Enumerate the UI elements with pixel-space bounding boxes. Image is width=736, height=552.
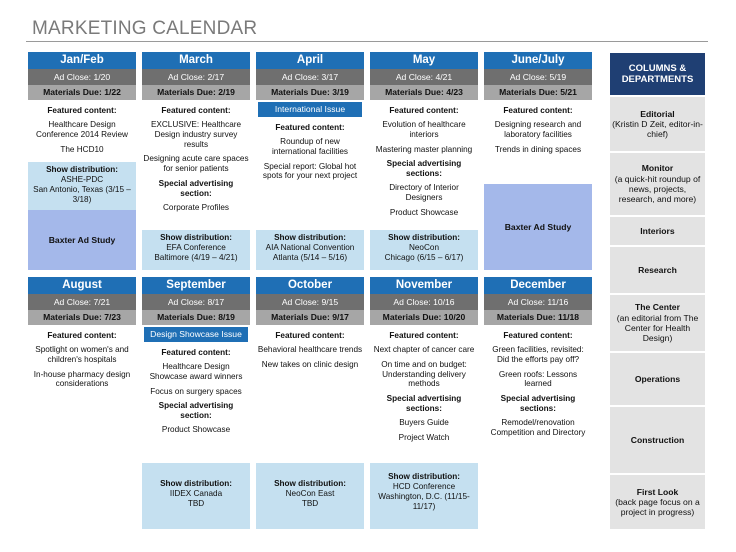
featured-content (142, 342, 250, 442)
month-card-october (256, 277, 364, 529)
month-name: November (370, 277, 478, 294)
department-description: (back page focus on a project in progress) (615, 496, 700, 518)
department-interiors (610, 215, 705, 245)
special-advertising-label: Special advertising sections: (386, 159, 462, 179)
ad-close-date: Ad Close: 3/17 (256, 69, 364, 85)
department-construction (610, 405, 705, 473)
columns-departments-panel (610, 53, 705, 529)
featured-item: Spotlight on women's and children's hospitals (35, 344, 129, 364)
month-card-april (256, 52, 364, 270)
materials-due-date: Materials Due: 2/19 (142, 85, 250, 100)
ad-close-date: Ad Close: 7/21 (28, 294, 136, 310)
show-location: TBD (301, 498, 319, 508)
columns-departments-heading (610, 53, 705, 95)
month-card-december (484, 277, 592, 529)
special-item: Project Watch (398, 432, 450, 442)
ad-close-date: Ad Close: 4/21 (370, 69, 478, 85)
show-distribution (142, 230, 250, 270)
featured-item: Evolution of healthcare interiors (382, 119, 466, 139)
department-research (610, 245, 705, 293)
month-card-september (142, 277, 250, 529)
featured-label: Featured content: (47, 331, 117, 340)
special-item: Product Showcase (389, 207, 459, 217)
featured-item: EXCLUSIVE: Healthcare Design industry survey results (150, 119, 242, 149)
month-card-march (142, 52, 250, 270)
featured-item: Next chapter of cancer care (373, 344, 475, 354)
department-name: First Look (636, 486, 679, 497)
show-location: Washington, D.C. (11/15-11/17) (378, 491, 470, 511)
featured-content (256, 117, 364, 188)
featured-item: Designing research and laboratory facilities (494, 119, 582, 139)
department-description: (an editorial from The Center for Health Design) (616, 312, 699, 344)
ad-study-block (484, 184, 592, 270)
ad-study-label: Baxter Ad Study (504, 221, 572, 232)
show-distribution-label: Show distribution: (274, 233, 346, 242)
special-item: Corporate Profiles (163, 202, 229, 212)
department-operations (610, 351, 705, 405)
show-distribution-label: Show distribution: (160, 479, 232, 488)
featured-item: Green roofs: Lessons learned (498, 369, 578, 389)
featured-item: Green facilities, revisited: Did the efforts pay off? (492, 344, 584, 364)
show-distribution-label: Show distribution: (388, 233, 460, 242)
featured-item: Focus on surgery spaces (150, 386, 242, 396)
featured-content (484, 325, 592, 445)
featured-label: Featured content: (275, 331, 345, 340)
special-item: Buyers Guide (399, 417, 449, 427)
department-the-center (610, 293, 705, 351)
featured-content (370, 325, 478, 450)
featured-item: Trends in dining spaces (494, 144, 582, 154)
show-name: NeoCon East (285, 488, 335, 498)
featured-item: Healthcare Design Conference 2014 Review (36, 119, 128, 139)
ad-study-block (28, 210, 136, 270)
show-location: San Antonio, Texas (3/15 – 3/18) (33, 184, 131, 204)
show-location: TBD (187, 498, 205, 508)
department-name: Research (638, 264, 677, 275)
department-name: Monitor (641, 163, 674, 174)
special-advertising-label: Special advertising sections: (500, 394, 576, 414)
ad-close-date: Ad Close: 5/19 (484, 69, 592, 85)
show-name: AIA National Convention (265, 242, 355, 252)
featured-content (370, 100, 478, 225)
materials-due-date: Materials Due: 7/23 (28, 310, 136, 325)
department-description: (a quick-hit roundup of news, projects, research, and more) (614, 173, 701, 205)
month-name: August (28, 277, 136, 294)
special-item: Directory of Interior Designers (389, 183, 459, 202)
materials-due-date: Materials Due: 5/21 (484, 85, 592, 100)
special-item: Product Showcase (161, 425, 231, 435)
department-editorial (610, 95, 705, 151)
ad-close-date: Ad Close: 9/15 (256, 294, 364, 310)
featured-label: Featured content: (161, 106, 231, 115)
show-distribution-label: Show distribution: (274, 479, 346, 488)
page-title: MARKETING CALENDAR (32, 18, 258, 39)
month-name: March (142, 52, 250, 69)
month-name: September (142, 277, 250, 294)
featured-item: Healthcare Design Showcase award winners (149, 361, 243, 381)
issue-badge: International Issue (258, 102, 362, 117)
featured-content (28, 100, 136, 161)
show-distribution (370, 230, 478, 270)
featured-label: Featured content: (47, 106, 117, 115)
show-distribution (256, 230, 364, 270)
materials-due-date: Materials Due: 8/19 (142, 310, 250, 325)
special-advertising-label: Special advertising section: (158, 401, 234, 421)
show-distribution (28, 162, 136, 210)
month-card-may (370, 52, 478, 270)
month-name: December (484, 277, 592, 294)
month-card-august (28, 277, 136, 529)
show-distribution-label: Show distribution: (46, 165, 118, 174)
department-name: Operations (634, 373, 681, 384)
department-name: The Center (635, 302, 680, 313)
materials-due-date: Materials Due: 9/17 (256, 310, 364, 325)
month-card-june-july (484, 52, 592, 270)
ad-close-date: Ad Close: 8/17 (142, 294, 250, 310)
materials-due-date: Materials Due: 11/18 (484, 310, 592, 325)
month-name: Jan/Feb (28, 52, 136, 69)
featured-item: In-house pharmacy design considerations (33, 369, 131, 389)
show-name: ASHE-PDC (60, 174, 104, 184)
featured-label: Featured content: (161, 348, 231, 357)
featured-label: Featured content: (389, 331, 459, 340)
department-name: Editorial (640, 108, 675, 119)
show-name: IIDEX Canada (169, 488, 223, 498)
show-distribution-label: Show distribution: (388, 472, 460, 481)
featured-item: Special report: Global hot spots for your next project (262, 161, 358, 181)
materials-due-date: Materials Due: 4/23 (370, 85, 478, 100)
heading-line: DEPARTMENTS (621, 74, 694, 85)
special-advertising-label: Special advertising sections: (386, 394, 462, 414)
ad-study-label: Baxter Ad Study (48, 234, 116, 245)
month-name: October (256, 277, 364, 294)
department-monitor (610, 151, 705, 215)
show-location: Atlanta (5/14 – 5/16) (272, 252, 348, 262)
show-distribution (370, 463, 478, 529)
special-item: Remodel/renovation Competition and Directory (490, 417, 586, 437)
featured-item: On time and on budget: Understanding delivery methods (381, 359, 467, 389)
heading-line: COLUMNS & (628, 62, 687, 74)
ad-close-date: Ad Close: 2/17 (142, 69, 250, 85)
show-name: HCD Conference (392, 481, 456, 491)
show-distribution-label: Show distribution: (160, 233, 232, 242)
featured-item: The HCD10 (60, 144, 104, 154)
featured-content (142, 100, 250, 220)
featured-item: Mastering master planning (375, 144, 473, 154)
featured-item: Roundup of new international facilities (271, 136, 348, 156)
ad-close-date: Ad Close: 10/16 (370, 294, 478, 310)
month-name: May (370, 52, 478, 69)
ad-close-date: Ad Close: 11/16 (484, 294, 592, 310)
show-distribution (142, 463, 250, 529)
department-name: Construction (630, 434, 685, 445)
department-description: (Kristin D Zeit, editor-in-chief) (612, 118, 703, 140)
month-card-november (370, 277, 478, 529)
materials-due-date: Materials Due: 3/19 (256, 85, 364, 100)
special-advertising-label: Special advertising section: (158, 179, 234, 198)
featured-label: Featured content: (503, 106, 573, 115)
month-card-jan-feb (28, 52, 136, 270)
ad-close-date: Ad Close: 1/20 (28, 69, 136, 85)
month-name: June/July (484, 52, 592, 69)
featured-label: Featured content: (275, 123, 345, 132)
issue-badge: Design Showcase Issue (144, 327, 248, 342)
featured-item: Designing acute care spaces for senior patients (143, 154, 249, 174)
featured-label: Featured content: (389, 106, 459, 115)
featured-content (28, 325, 136, 396)
featured-content (484, 100, 592, 161)
featured-item: Behavioral healthcare trends (257, 344, 363, 354)
show-name: EFA Conference (166, 242, 226, 252)
department-name: Interiors (640, 225, 675, 236)
show-name: NeoCon (408, 242, 440, 252)
month-name: April (256, 52, 364, 69)
featured-item: New takes on clinic design (261, 359, 359, 369)
title-divider (26, 41, 708, 42)
show-distribution (256, 463, 364, 529)
department-first-look (610, 473, 705, 529)
show-location: Chicago (6/15 – 6/17) (384, 252, 464, 262)
featured-label: Featured content: (503, 331, 573, 340)
materials-due-date: Materials Due: 10/20 (370, 310, 478, 325)
featured-content (256, 325, 364, 377)
show-location: Baltimore (4/19 – 4/21) (154, 252, 238, 262)
materials-due-date: Materials Due: 1/22 (28, 85, 136, 100)
